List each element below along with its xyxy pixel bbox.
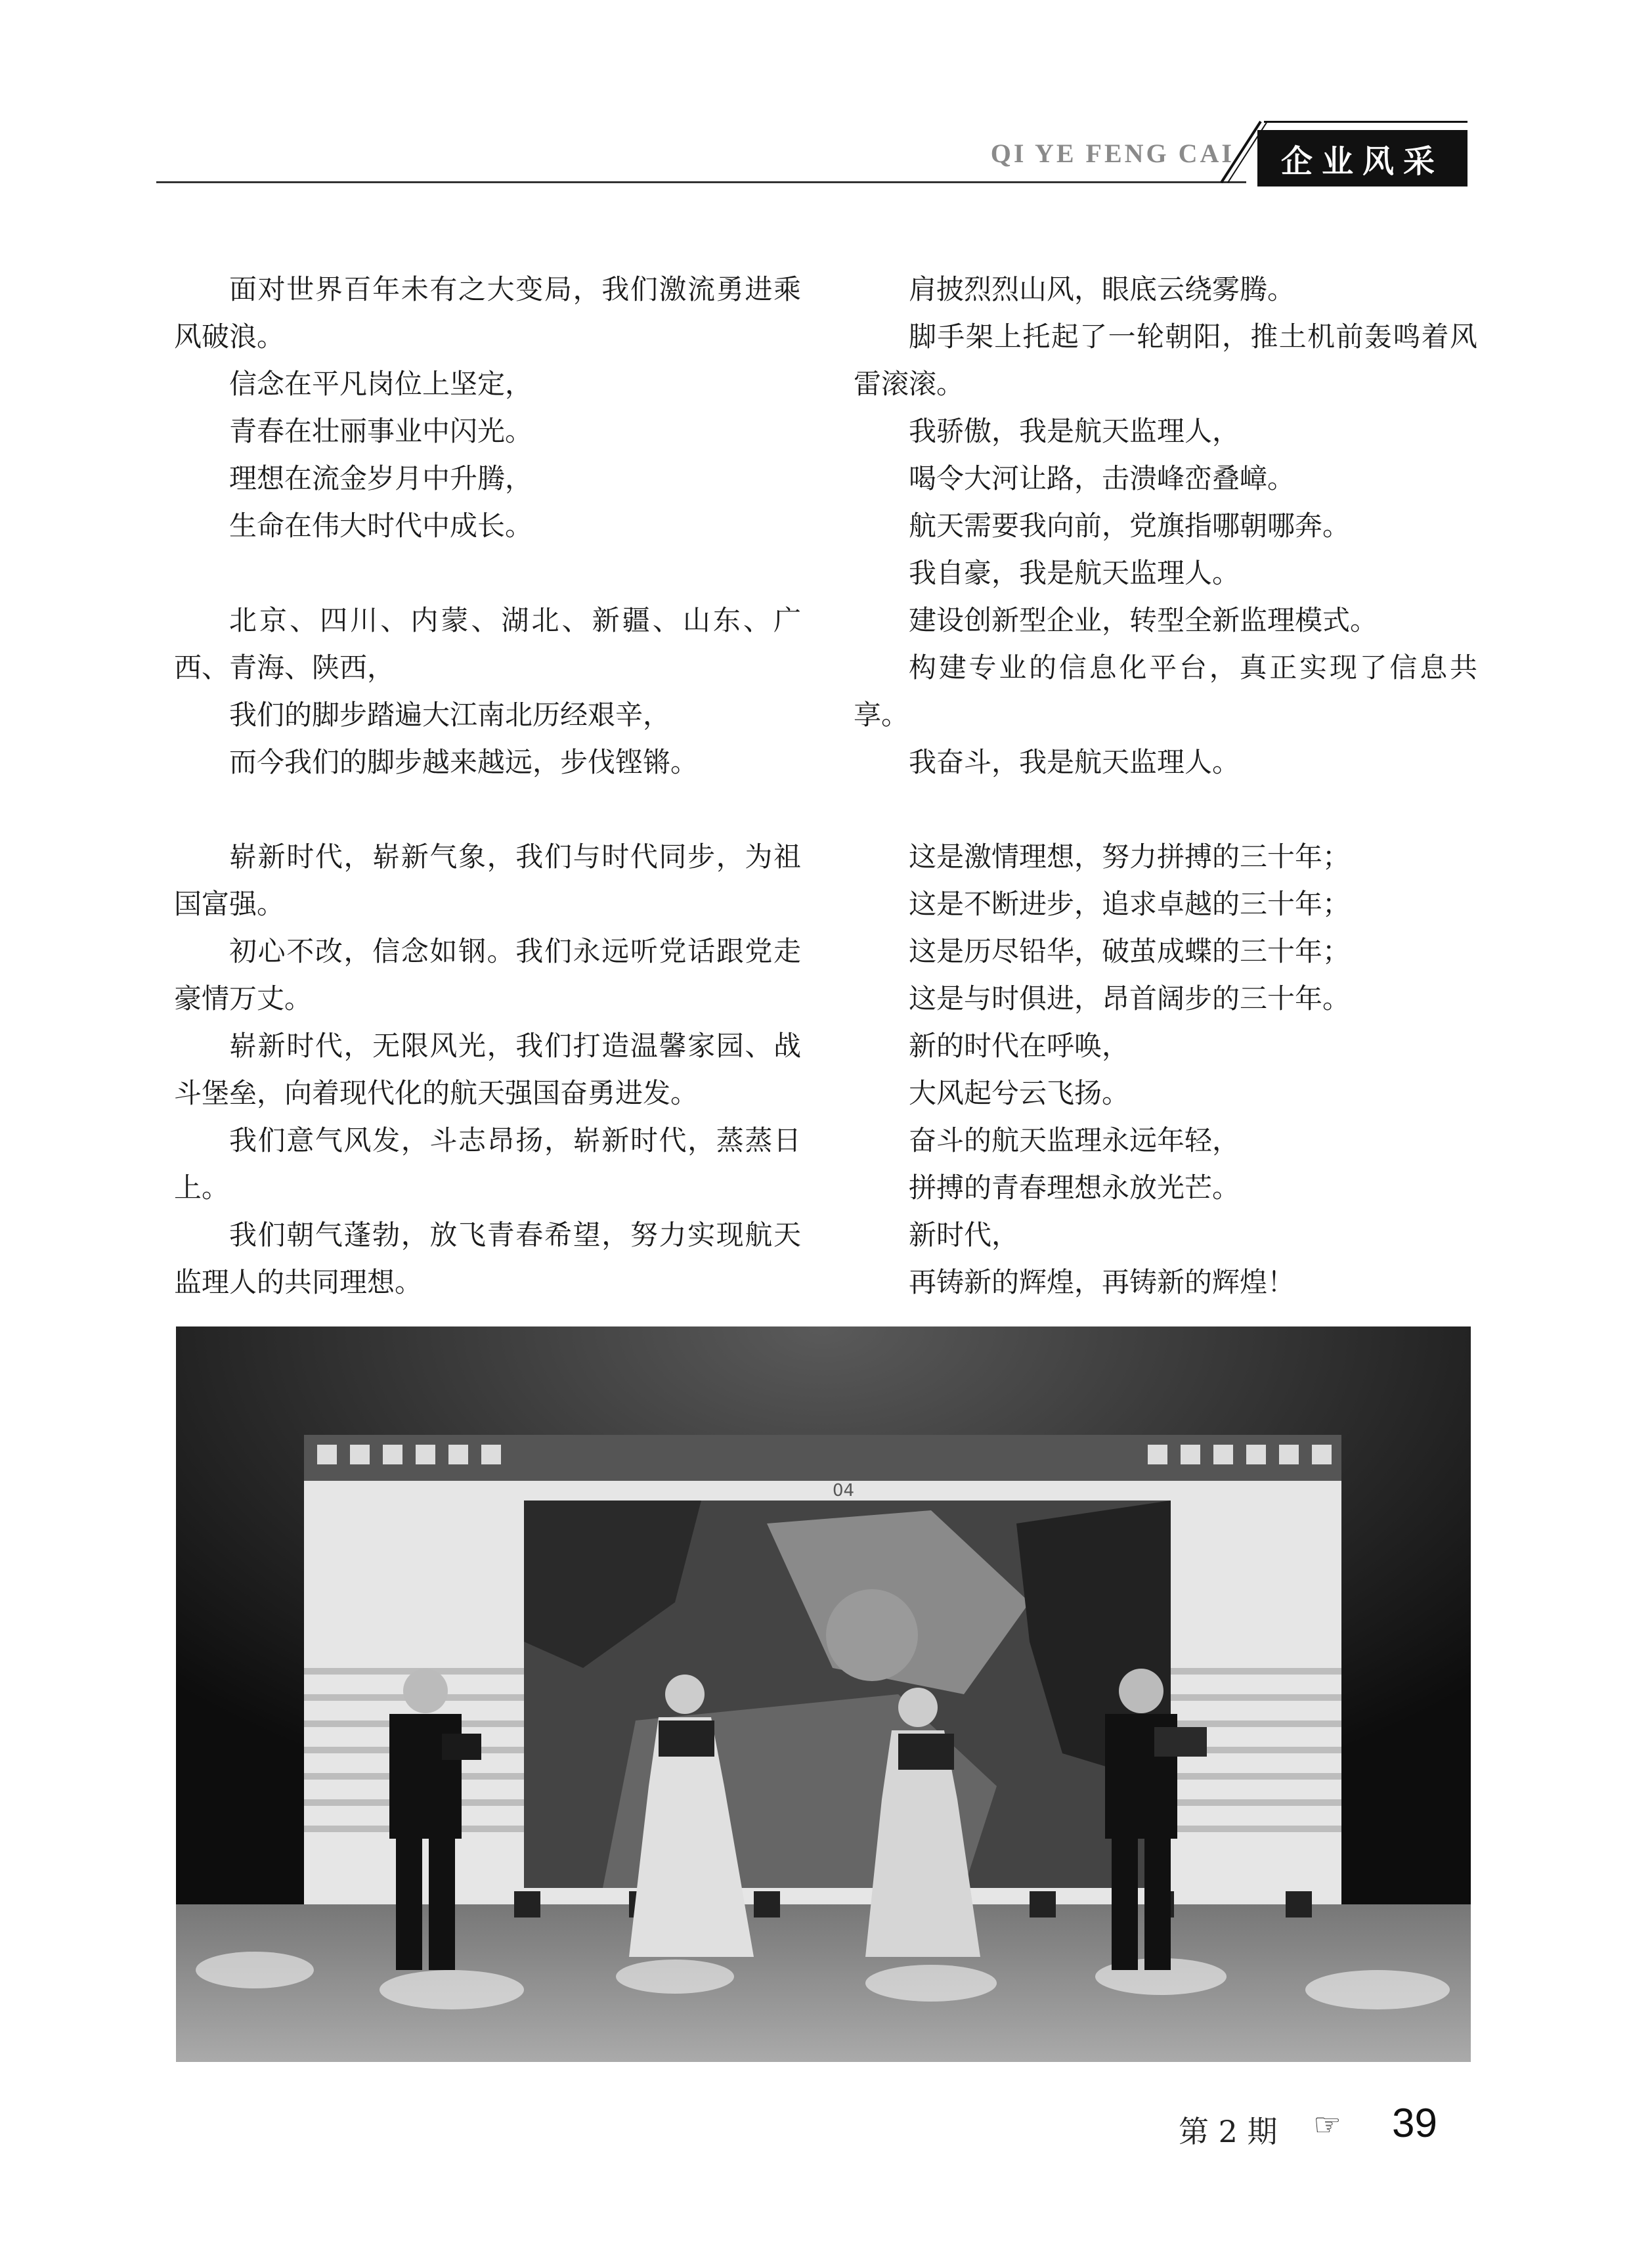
stage-photo [176,1326,1471,2062]
poem-line: 初心不改，信念如钢。我们永远听党话跟党走豪情万丈。 [174,935,801,1015]
poem-line: 青春在壮丽事业中闪光。 [229,415,533,447]
poem-line: 我骄傲，我是航天监理人， [909,415,1240,447]
stanza-gap [854,786,1477,833]
right-text-column [854,266,1477,1306]
poem-line: 我们朝气蓬勃，放飞青春希望，努力实现航天监理人的共同理想。 [174,1219,801,1298]
poem-line: 崭新时代，崭新气象，我们与时代同步，为祖国富强。 [174,841,801,920]
poem-line: 新的时代在呼唤， [909,1030,1130,1062]
section-badge: 企业风采 [1257,130,1467,186]
poem-line: 奋斗的航天监理永远年轻， [909,1124,1240,1156]
poem-line: 新时代， [909,1219,1020,1251]
poem-line: 而今我们的脚步越来越远，步伐铿锵。 [229,746,699,778]
poem-line: 这是不断进步，追求卓越的三十年； [909,888,1351,920]
left-text-column [174,266,801,1306]
section-title-latin: QI YE FENG CAI [990,139,1234,168]
pointing-hand-icon: ☞ [1313,2107,1342,2143]
poem-line: 这是与时俱进，昂首阔步的三十年。 [909,982,1351,1015]
poem-line: 我奋斗，我是航天监理人。 [909,746,1240,778]
slide-number: 04 [833,1481,855,1501]
poem-line: 面对世界百年未有之大变局，我们激流勇进乘风破浪。 [174,273,801,353]
poem-line: 崭新时代，无限风光，我们打造温馨家园、战斗堡垒，向着现代化的航天强国奋勇进发。 [174,1030,801,1109]
poem-line: 信念在平凡岗位上坚定， [229,368,533,400]
poem-line: 喝令大河让路，击溃峰峦叠嶂。 [909,462,1295,494]
poem-line: 我们意气风发，斗志昂扬，崭新时代，蒸蒸日上。 [174,1124,801,1204]
stanza-gap [174,786,801,833]
poem-line: 我自豪，我是航天监理人。 [909,557,1240,589]
poem-line: 建设创新型企业，转型全新监理模式。 [909,604,1378,636]
poem-line: 构建专业的信息化平台，真正实现了信息共享。 [854,651,1477,731]
poem-line: 肩披烈烈山风，眼底云绕雾腾。 [909,273,1295,305]
poem-line: 大风起兮云飞扬。 [909,1077,1130,1109]
poem-line: 航天需要我向前，党旗指哪朝哪奔。 [909,510,1351,542]
issue-label: 第 2 期 [1179,2114,1278,2149]
poem-line: 拼搏的青春理想永放光芒。 [909,1172,1240,1204]
poem-line: 生命在伟大时代中成长。 [229,510,533,542]
header-rule [156,181,1246,183]
poem-line: 理想在流金岁月中升腾， [229,462,533,494]
poem-line: 北京、四川、内蒙、湖北、新疆、山东、广西、青海、陕西， [174,604,801,684]
stanza-gap [174,550,801,597]
header-top-line [1264,121,1467,123]
page-number: 39 [1392,2101,1437,2146]
poem-line: 我们的脚步踏遍大江南北历经艰辛， [229,699,671,731]
poem-line: 再铸新的辉煌，再铸新的辉煌！ [909,1266,1295,1298]
poem-line: 这是历尽铅华，破茧成蝶的三十年； [909,935,1351,967]
poem-line: 脚手架上托起了一轮朝阳，推土机前轰鸣着风雷滚滚。 [854,320,1477,400]
poem-line: 这是激情理想，努力拼搏的三十年； [909,841,1351,873]
